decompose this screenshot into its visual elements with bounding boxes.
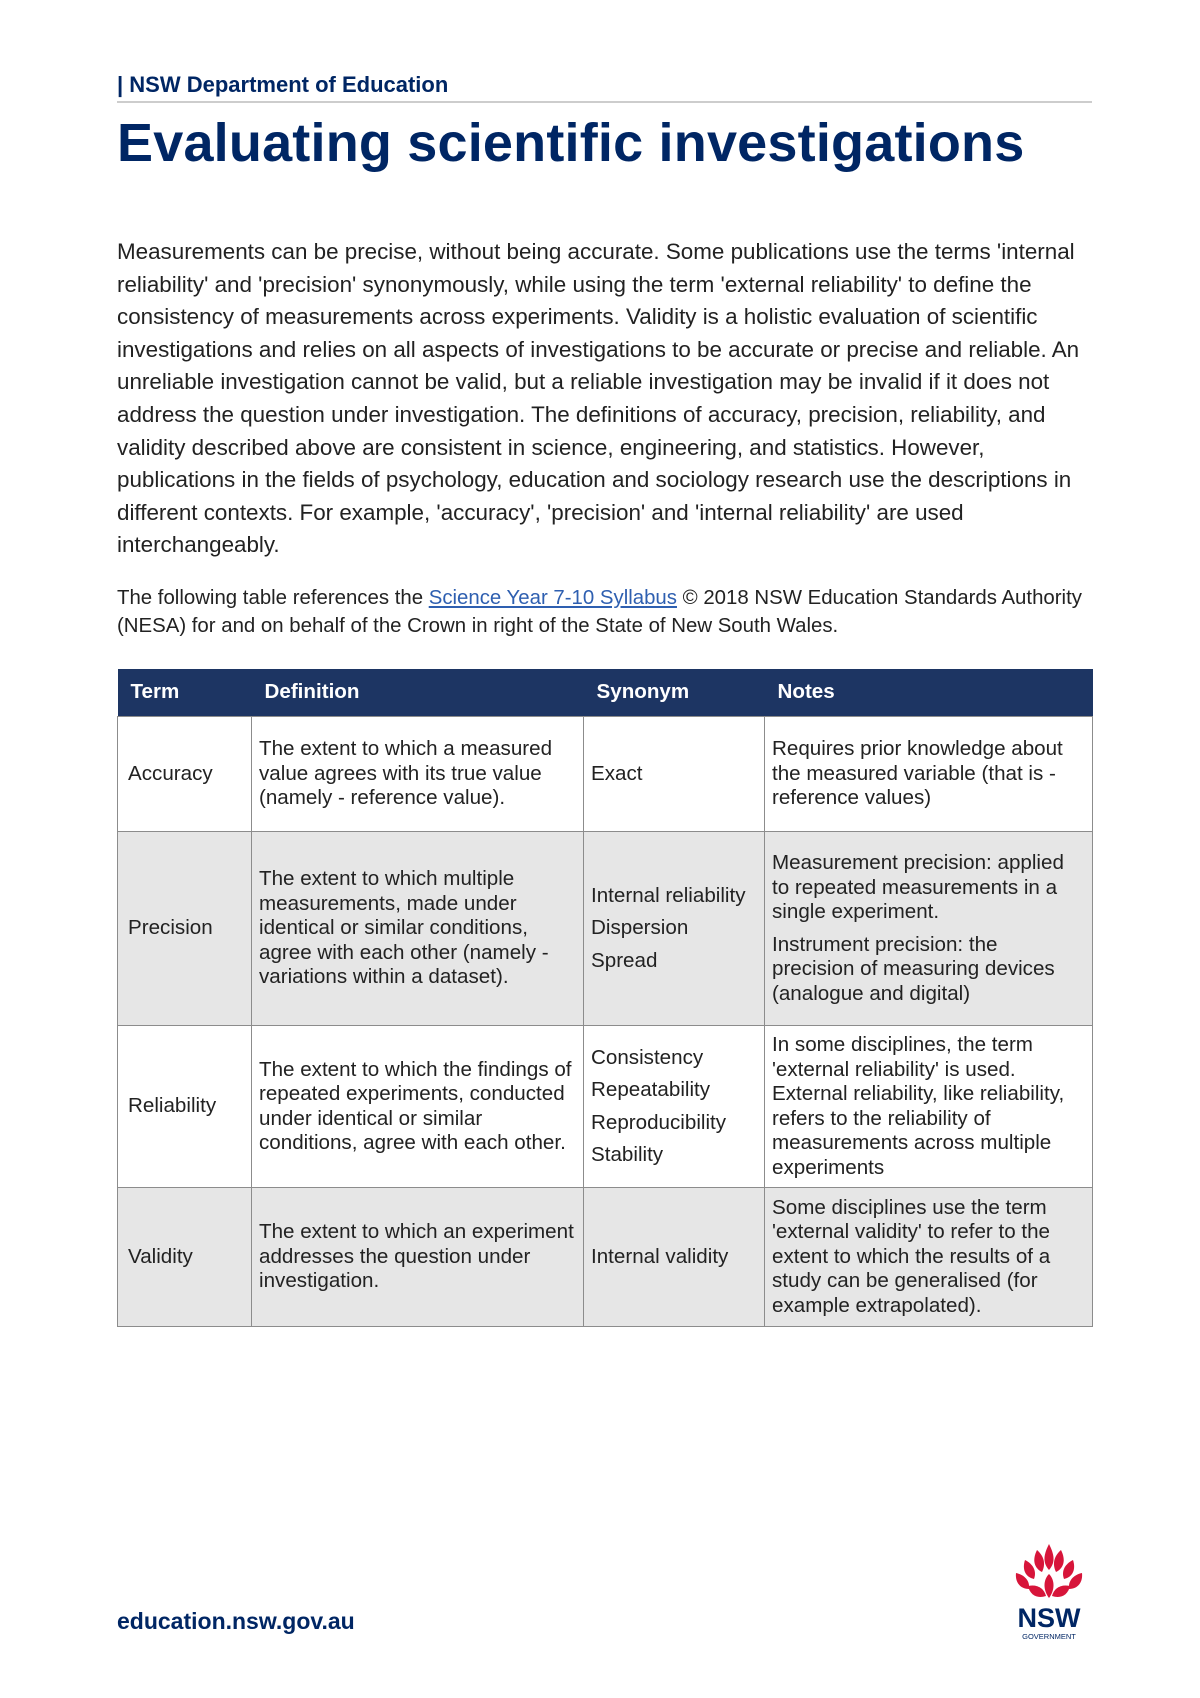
- note-paragraph: Some disciplines use the term 'external validity' to refer to the extent to which the results of a study can be generalised (for example extrapolated).: [772, 1195, 1051, 1317]
- notes-cell: [765, 717, 1093, 832]
- synonym-item: Consistency: [591, 1045, 704, 1069]
- synonym-cell: [584, 1026, 765, 1188]
- synonym-cell: [584, 717, 765, 832]
- synonym-item: Internal reliability: [591, 883, 746, 907]
- reference-prefix: The following table references the: [117, 587, 424, 609]
- note-paragraph: In some disciplines, the term 'external reliability' is used. External reliability, like reliability, refers to the reliability of measurements across multiple experiments: [772, 1033, 1065, 1179]
- header-definition: Definition: [252, 669, 584, 717]
- terms-table: [117, 669, 1093, 1327]
- synonym-item: Exact: [591, 761, 643, 785]
- nsw-government-logo: [1004, 1540, 1094, 1650]
- table-row: [118, 1026, 1093, 1188]
- synonym-item: Dispersion: [591, 916, 689, 940]
- table-row: [118, 717, 1093, 832]
- term-cell: Validity: [118, 1188, 252, 1327]
- page-title: Evaluating scientific investigations: [117, 113, 1025, 173]
- logo-subtext: GOVERNMENT: [1022, 1632, 1076, 1641]
- table-row: [118, 1188, 1093, 1327]
- term-cell: Reliability: [118, 1026, 252, 1188]
- reference-note: [117, 584, 1092, 640]
- synonym-item: Repeatability: [591, 1078, 711, 1101]
- logo-text: NSW: [1017, 1603, 1081, 1633]
- definition-cell: The extent to which the findings of repeated experiments, conducted under identical or similar conditions, agree with each other.: [252, 1026, 584, 1188]
- header-org: NSW Department of Education: [129, 72, 449, 97]
- synonym-item: Stability: [591, 1143, 664, 1166]
- notes-cell: [765, 1026, 1093, 1188]
- notes-cell: [765, 832, 1093, 1026]
- synonym-cell: [584, 1188, 765, 1327]
- notes-cell: [765, 1188, 1093, 1327]
- note-paragraph: Measurement precision: applied to repeated measurements in a single experiment.: [772, 851, 1064, 923]
- note-paragraph: Requires prior knowledge about the measured variable (that is - reference values): [772, 737, 1063, 810]
- note-paragraph: Instrument precision: the precision of measuring devices (analogue and digital): [772, 932, 1055, 1005]
- reference-suffix: © 2018 NSW Education Standards Authority (NESA) for and on behalf of the Crown in right of the State of New South Wales.: [117, 587, 1082, 637]
- header-notes: Notes: [765, 669, 1093, 717]
- synonym-item: Internal validity: [591, 1244, 729, 1268]
- definition-cell: The extent to which a measured value agrees with its true value (namely - reference value).: [252, 717, 584, 832]
- synonym-item: Reproducibility: [591, 1110, 727, 1134]
- term-cell: Precision: [118, 832, 252, 1026]
- synonym-item: Spread: [591, 948, 658, 972]
- waratah-icon: [1016, 1544, 1082, 1598]
- term-cell: Accuracy: [118, 717, 252, 832]
- header-separator: |: [117, 72, 124, 97]
- syllabus-link[interactable]: Science Year 7-10 Syllabus: [428, 587, 677, 609]
- header-synonym: Synonym: [584, 669, 765, 717]
- footer-url[interactable]: education.nsw.gov.au: [117, 1608, 355, 1634]
- synonym-cell: [584, 832, 765, 1026]
- intro-paragraph: Measurements can be precise, without being accurate. Some publications use the terms 'internal reliability' and 'precision' synonymously, while using the term 'external reliability' to define the consistency of measurements across experiments. Validity is a holistic evaluation of scientific investigations and relies on all aspects of investigations to be accurate or precise and reliable. An unreliable investigation cannot be valid, but a reliable investigation may be invalid if it does not address the question under investigation. The definitions of accuracy, precision, reliability, and validity described above are consistent in science, engineering, and statistics. However, publications in the fields of psychology, education and sociology research use the descriptions in different contexts. For example, 'accuracy', 'precision' and 'internal reliability' are used interchangeably.: [117, 239, 1080, 558]
- table-header-row: [118, 669, 1093, 717]
- header-term: Term: [118, 669, 252, 717]
- table-row: [118, 832, 1093, 1026]
- definition-cell: The extent to which an experiment addresses the question under investigation.: [252, 1188, 584, 1327]
- page-header: [117, 72, 1092, 103]
- definition-cell: The extent to which multiple measurements, made under identical or similar conditions, agree with each other (namely - variations within a dataset).: [252, 832, 584, 1026]
